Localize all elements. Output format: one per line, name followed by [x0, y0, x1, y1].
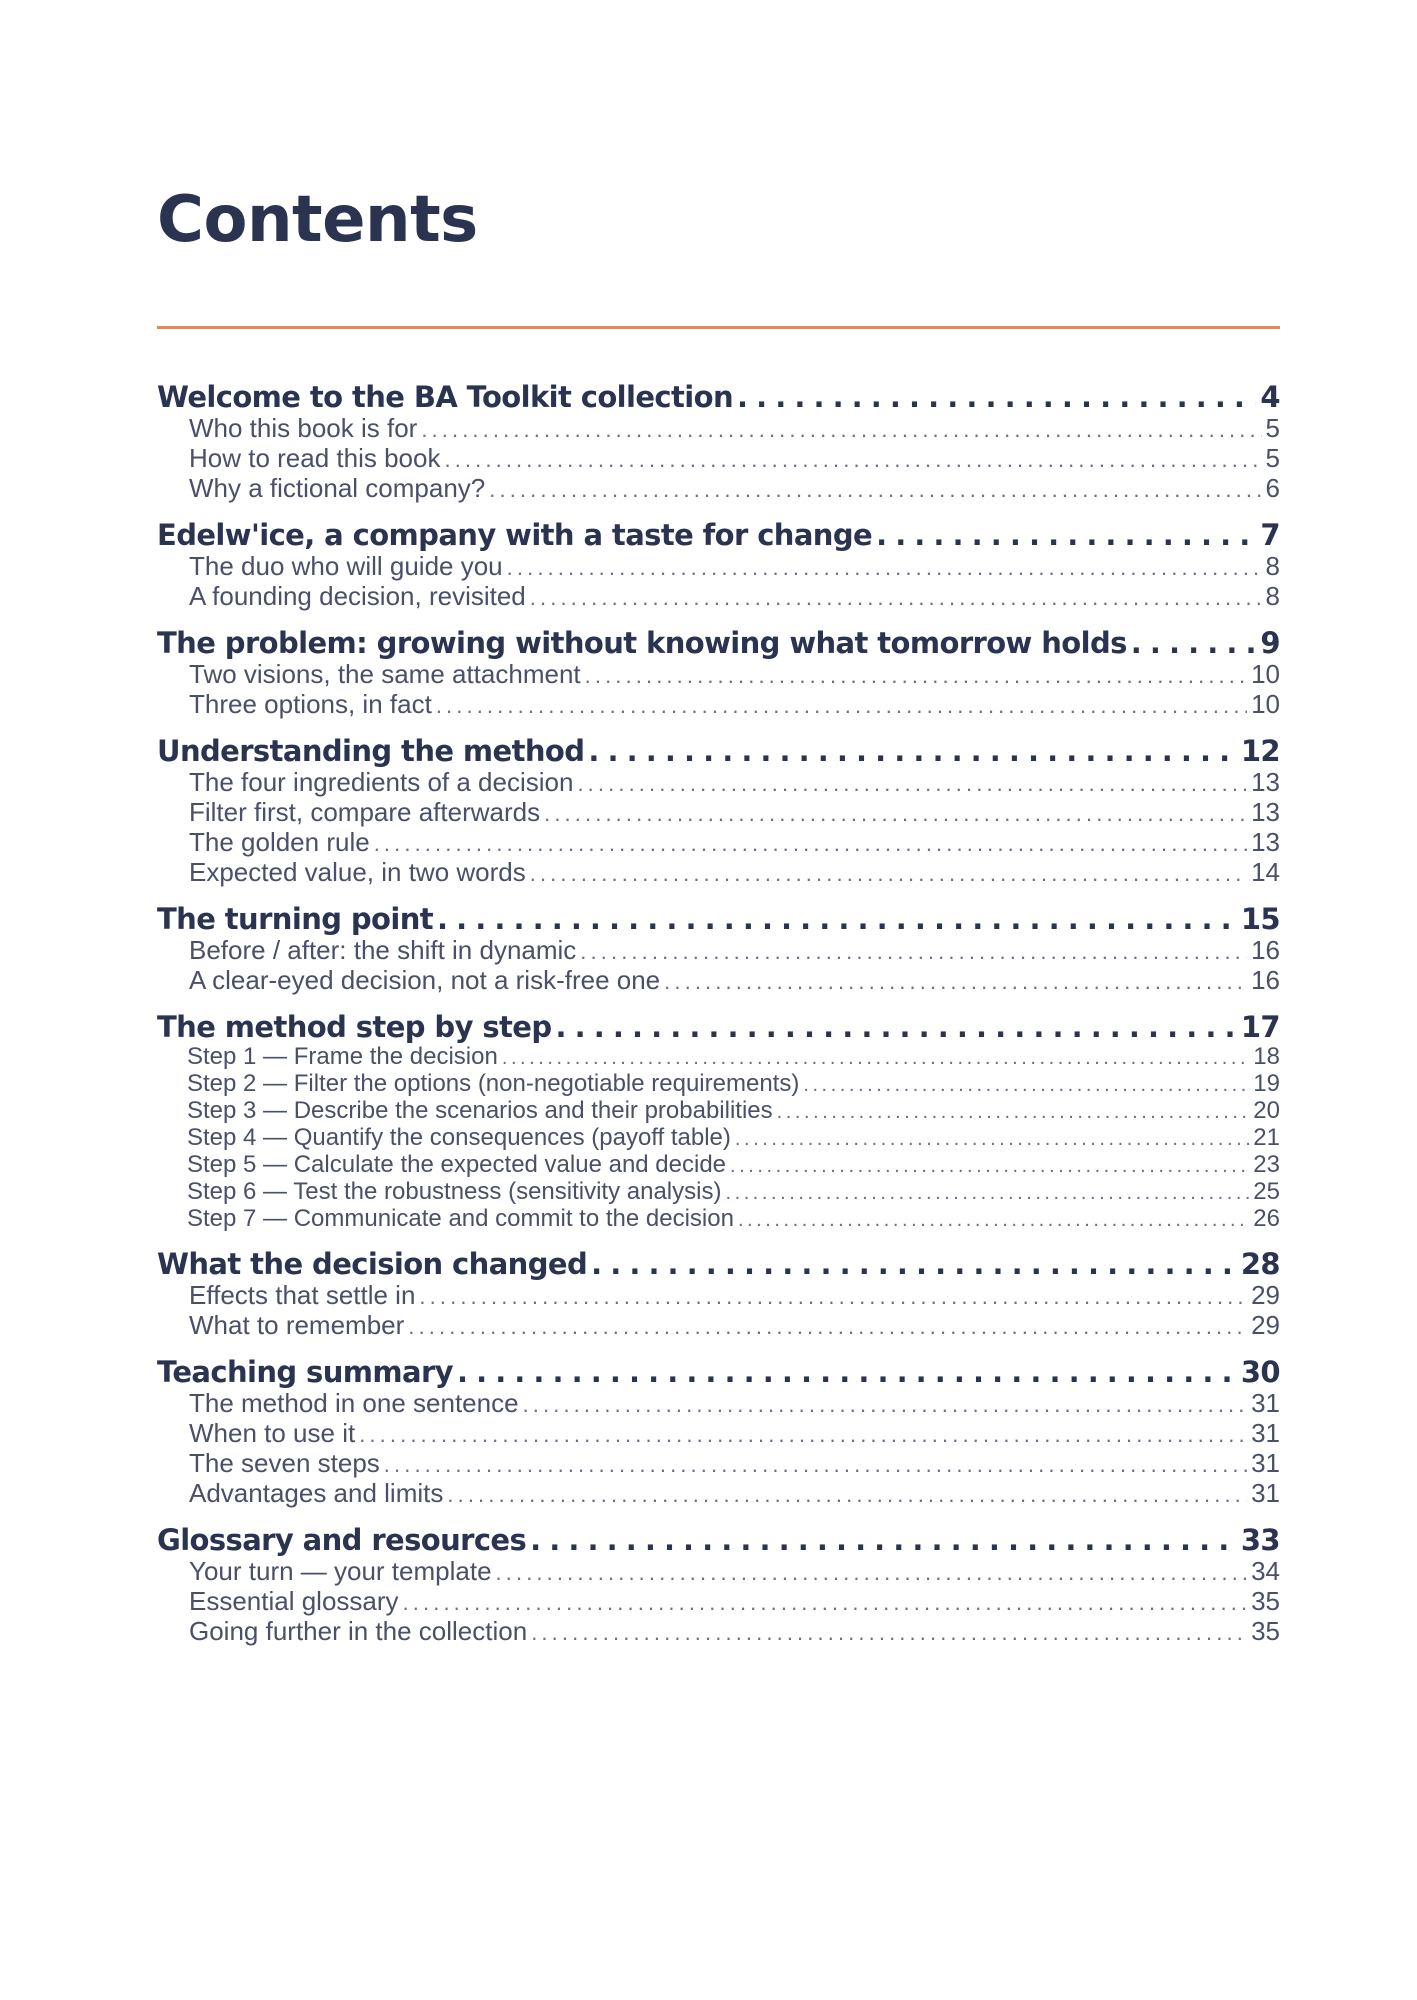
toc-entry-label: Expected value, in two words [189, 857, 526, 887]
toc-step-entry-label: Step 5 — Calculate the expected value and decide [187, 1151, 727, 1178]
toc-chapter-label: Teaching summary [157, 1355, 453, 1389]
toc-chapter-label: Welcome to the BA Toolkit collection [157, 380, 733, 414]
toc-entry-page-number: 13 [1251, 797, 1280, 827]
dot-leader [777, 1100, 1250, 1125]
toc-step-entry[interactable] [157, 1206, 1280, 1233]
toc-chapter-label: Edelw'ice, a company with a taste for change [157, 518, 873, 552]
toc-chapter-label: Understanding the method [157, 734, 585, 768]
toc-step-entry-page-number: 26 [1253, 1205, 1280, 1232]
toc-entry-label: A founding decision, revisited [189, 581, 526, 611]
toc-chapter[interactable] [157, 1247, 1280, 1281]
toc-entry-page-number: 31 [1251, 1478, 1280, 1508]
dot-leader [803, 1073, 1249, 1098]
dot-leader [437, 902, 1237, 936]
toc-chapter-page-number: 33 [1240, 1523, 1280, 1557]
toc-entry-page-number: 6 [1265, 473, 1280, 503]
toc-entry-page-number: 16 [1251, 935, 1280, 965]
dot-leader [359, 1420, 1247, 1449]
dot-leader [556, 1010, 1237, 1044]
toc-section [157, 380, 1280, 504]
toc-step-entry-page-number: 23 [1253, 1151, 1280, 1178]
toc-entry-page-number: 5 [1265, 443, 1280, 473]
toc-step-entry[interactable] [157, 1179, 1280, 1206]
toc-chapter-page-number: 7 [1260, 518, 1280, 552]
toc-entry-label: Two visions, the same attachment [189, 659, 581, 689]
toc-entry-label: Why a fictional company? [189, 473, 486, 503]
toc-entry[interactable] [157, 768, 1280, 798]
toc-chapter-page-number: 28 [1240, 1247, 1280, 1281]
toc-step-entry[interactable] [157, 1044, 1280, 1071]
toc-entry[interactable] [157, 1587, 1280, 1617]
toc-entry-page-number: 13 [1251, 827, 1280, 857]
toc-chapter-page-number: 9 [1260, 626, 1280, 660]
toc-step-entry-label: Step 3 — Describe the scenarios and their probabilities [187, 1097, 773, 1124]
dot-leader [735, 1127, 1249, 1152]
toc-entry-page-number: 13 [1251, 767, 1280, 797]
toc-entry-page-number: 14 [1251, 857, 1280, 887]
toc-entry-page-number: 29 [1251, 1280, 1280, 1310]
toc-entry[interactable] [157, 798, 1280, 828]
toc-step-entry[interactable] [157, 1125, 1280, 1152]
dot-leader [408, 1312, 1247, 1341]
toc-entry-page-number: 8 [1265, 551, 1280, 581]
toc-chapter-page-number: 15 [1240, 902, 1280, 936]
toc-chapter[interactable] [157, 380, 1280, 414]
toc-entry[interactable] [157, 1449, 1280, 1479]
toc-step-entry-page-number: 25 [1253, 1178, 1280, 1205]
toc-entry-page-number: 5 [1265, 413, 1280, 443]
toc-step-entry-label: Step 2 — Filter the options (non-negotiable requirements) [187, 1070, 800, 1097]
toc-chapter[interactable] [157, 626, 1280, 660]
dot-leader [580, 937, 1247, 966]
toc-step-entry-page-number: 18 [1253, 1043, 1280, 1070]
toc-entry-label: A clear-eyed decision, not a risk-free one [189, 965, 661, 995]
dot-leader [523, 1390, 1248, 1419]
toc-entry-label: What to remember [189, 1310, 405, 1340]
dot-leader [738, 1208, 1249, 1233]
dot-leader [457, 1355, 1237, 1389]
toc-step-entry-page-number: 21 [1253, 1124, 1280, 1151]
dot-leader [403, 1588, 1248, 1617]
toc-chapter[interactable] [157, 1523, 1280, 1557]
toc-entry-page-number: 31 [1251, 1418, 1280, 1448]
dot-leader [1131, 626, 1257, 660]
toc-section [157, 734, 1280, 888]
toc-entry-page-number: 29 [1251, 1310, 1280, 1340]
toc-entry-page-number: 16 [1251, 965, 1280, 995]
toc-entry-page-number: 35 [1251, 1616, 1280, 1646]
dot-leader [502, 1046, 1249, 1071]
dot-leader [588, 734, 1236, 768]
toc-entry[interactable] [157, 414, 1280, 444]
toc-chapter[interactable] [157, 1010, 1280, 1044]
toc-chapter-page-number: 4 [1260, 380, 1280, 414]
toc-entry[interactable] [157, 1389, 1280, 1419]
toc-step-entry[interactable] [157, 1071, 1280, 1098]
dot-leader [421, 415, 1261, 444]
toc-chapter-label: The turning point [157, 902, 434, 936]
toc-entry[interactable] [157, 690, 1280, 720]
toc-section [157, 1523, 1280, 1647]
toc-chapter-page-number: 12 [1240, 734, 1280, 768]
dot-leader [530, 583, 1262, 612]
toc-entry-label: Advantages and limits [189, 1478, 444, 1508]
dot-leader [374, 829, 1247, 858]
toc-entry-page-number: 35 [1251, 1586, 1280, 1616]
toc-section [157, 1355, 1280, 1509]
toc-chapter-label: The problem: growing without knowing what tomorrow holds [157, 626, 1127, 660]
toc-entry-page-number: 10 [1251, 659, 1280, 689]
toc-step-entry[interactable] [157, 1152, 1280, 1179]
toc-entry-label: Going further in the collection [189, 1616, 528, 1646]
toc-section [157, 1247, 1280, 1341]
toc-entry[interactable] [157, 1557, 1280, 1587]
toc-step-entry-label: Step 6 — Test the robustness (sensitivity analysis) [187, 1178, 722, 1205]
toc-chapter-label: Glossary and resources [157, 1523, 527, 1557]
dot-leader [730, 1154, 1249, 1179]
toc-entry-label: The duo who will guide you [189, 551, 503, 581]
dot-leader [664, 967, 1247, 996]
toc-entry[interactable] [157, 1617, 1280, 1647]
dot-leader [436, 691, 1247, 720]
dot-leader [585, 661, 1247, 690]
toc-entry-page-number: 31 [1251, 1388, 1280, 1418]
toc-chapter-page-number: 30 [1240, 1355, 1280, 1389]
dot-leader [544, 799, 1247, 828]
toc-chapter-page-number: 17 [1240, 1010, 1280, 1044]
toc-chapter[interactable] [157, 518, 1280, 552]
dot-leader [725, 1181, 1249, 1206]
toc-entry[interactable] [157, 828, 1280, 858]
toc-section [157, 518, 1280, 612]
page-title: Contents [157, 183, 478, 257]
toc-section [157, 902, 1280, 996]
toc-chapter-label: What the decision changed [157, 1247, 588, 1281]
toc-step-entry-label: Step 4 — Quantify the consequences (payoff table) [187, 1124, 731, 1151]
toc-section [157, 626, 1280, 720]
title-divider [157, 326, 1280, 329]
toc-step-entry-label: Step 7 — Communicate and commit to the decision [187, 1205, 734, 1232]
toc-entry-page-number: 34 [1251, 1556, 1280, 1586]
toc-entry[interactable] [157, 936, 1280, 966]
toc-chapter-label: The method step by step [157, 1010, 552, 1044]
toc-entry[interactable] [157, 582, 1280, 612]
toc-entry-label: Who this book is for [189, 413, 418, 443]
toc-chapter[interactable] [157, 1355, 1280, 1389]
toc-entry[interactable] [157, 1281, 1280, 1311]
toc-step-entry[interactable] [157, 1098, 1280, 1125]
toc-entry-page-number: 31 [1251, 1448, 1280, 1478]
toc-entry[interactable] [157, 474, 1280, 504]
dot-leader [507, 553, 1262, 582]
toc-entry[interactable] [157, 444, 1280, 474]
toc-chapter[interactable] [157, 734, 1280, 768]
table-of-contents [157, 380, 1280, 1661]
toc-entry[interactable] [157, 966, 1280, 996]
toc-step-entry-page-number: 19 [1253, 1070, 1280, 1097]
toc-entry-label: The golden rule [189, 827, 370, 857]
toc-section [157, 1010, 1280, 1233]
toc-entry-label: Your turn — your template [189, 1556, 492, 1586]
toc-entry-label: The four ingredients of a decision [189, 767, 574, 797]
dot-leader [496, 1558, 1248, 1587]
toc-entry[interactable] [157, 1479, 1280, 1509]
dot-leader [384, 1450, 1247, 1479]
toc-entry-label: When to use it [189, 1418, 356, 1448]
toc-chapter[interactable] [157, 902, 1280, 936]
dot-leader [530, 1523, 1237, 1557]
dot-leader [531, 1618, 1247, 1647]
toc-entry-label: How to read this book [189, 443, 441, 473]
toc-entry-label: Before / after: the shift in dynamic [189, 935, 577, 965]
dot-leader [577, 769, 1247, 798]
toc-entry-page-number: 10 [1251, 689, 1280, 719]
dot-leader [530, 859, 1247, 888]
toc-entry-label: Effects that settle in [189, 1280, 416, 1310]
toc-entry-label: The method in one sentence [189, 1388, 519, 1418]
toc-entry-label: The seven steps [189, 1448, 380, 1478]
dot-leader [737, 380, 1256, 414]
toc-entry-label: Essential glossary [189, 1586, 399, 1616]
toc-entry[interactable] [157, 858, 1280, 888]
toc-entry[interactable] [157, 552, 1280, 582]
toc-entry[interactable] [157, 1311, 1280, 1341]
toc-entry-label: Filter first, compare afterwards [189, 797, 541, 827]
toc-step-entry-label: Step 1 — Frame the decision [187, 1043, 498, 1070]
dot-leader [419, 1282, 1247, 1311]
dot-leader [444, 445, 1261, 474]
toc-entry-label: Three options, in fact [189, 689, 432, 719]
dot-leader [447, 1480, 1247, 1509]
dot-leader [489, 475, 1261, 504]
dot-leader [876, 518, 1256, 552]
toc-entry-page-number: 8 [1265, 581, 1280, 611]
dot-leader [591, 1247, 1237, 1281]
toc-entry[interactable] [157, 660, 1280, 690]
toc-step-entry-page-number: 20 [1253, 1097, 1280, 1124]
toc-entry[interactable] [157, 1419, 1280, 1449]
